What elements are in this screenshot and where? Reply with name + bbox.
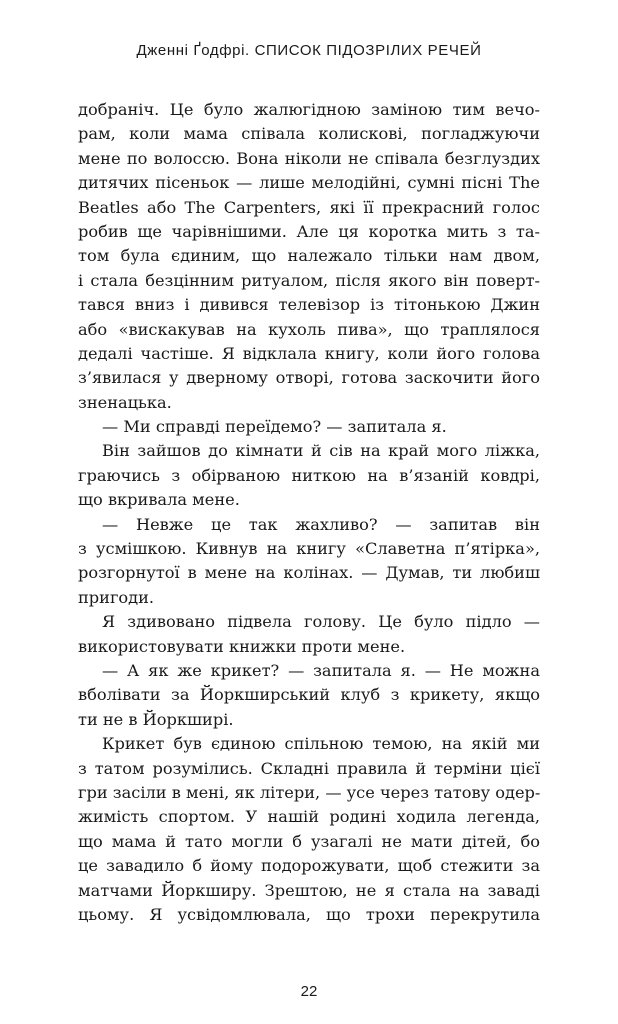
- text-line: — А як же крикет? — запитала я. — Не можна: [102, 660, 540, 680]
- text-line: том була єдиним, що належало тільки нам двом,: [78, 246, 540, 266]
- text-line: дедалі частіше. Я відклала книгу, коли його голова: [78, 343, 540, 363]
- text-line: добраніч. Це було жалюгідною заміною тим вечо-: [78, 100, 540, 119]
- text-line: — Невже це так жахливо? — запитав він: [102, 514, 540, 534]
- text-line: або «вискакував на кухоль пива», що траплялося: [78, 319, 540, 339]
- text-line: що мама й тато могли б узагалі не мати дітей, бо: [78, 831, 540, 851]
- text-line: граючись з обірваною ниткою на в’язаній ковдрі,: [78, 465, 540, 485]
- text-line: Крикет був єдиною спільною темою, на якій ми: [102, 734, 540, 754]
- text-line: матчами Йоркширу. Зрештою, не я стала на заваді: [78, 880, 540, 900]
- running-head: Дженні Ґодфрі. СПИСОК ПІДОЗРІЛИХ РЕЧЕЙ: [136, 42, 482, 59]
- text-line: використовувати книжки проти мене.: [78, 636, 406, 656]
- text-line: рам, коли мама співала колискові, погладжуючи: [78, 124, 540, 144]
- text-line: Beatles або The Carpenters, які її прекрасний голос: [78, 197, 540, 217]
- text-line: зненацька.: [78, 392, 172, 412]
- text-line: мене по волоссю. Вона ніколи не співала безглуздих: [78, 148, 540, 168]
- text-line: жимість спортом. У нашій родині ходила легенда,: [78, 807, 540, 827]
- text-line: ти не в Йоркширі.: [78, 709, 234, 729]
- text-line: Він зайшов до кімнати й сів на край мого ліжка,: [102, 441, 540, 461]
- text-line: що вкривала мене.: [78, 490, 240, 510]
- text-line: з усмішкою. Кивнув на книгу «Славетна п’ятірка»,: [78, 539, 540, 559]
- text-line: тався вниз і дивився телевізор із тітонькою Джин: [78, 295, 540, 315]
- text-line: вболівати за Йоркширський клуб з крикету, якщо: [78, 685, 540, 705]
- text-line: — Ми справді переїдемо? — запитала я.: [102, 417, 447, 437]
- text-line: гри засіли в мені, як літери, — усе через татову одер-: [78, 782, 541, 802]
- text-line: робив ще чарівнішими. Але ця коротка мить з та-: [78, 221, 540, 241]
- text-line: з татом розумілись. Складні правила й терміни цієї: [78, 758, 540, 778]
- text-line: дитячих пісеньок — лише мелодійні, сумні пісні The: [78, 173, 540, 193]
- text-line: розгорнутої в мене на колінах. — Думав, ти любиш: [78, 563, 540, 583]
- text-line: цьому. Я усвідомлювала, що трохи перекрутила: [78, 904, 540, 924]
- text-line: і стала безцінним ритуалом, після якого він поверт-: [78, 270, 540, 290]
- text-line: Я здивовано підвела голову. Це було підло —: [102, 612, 540, 632]
- text-line: пригоди.: [78, 587, 155, 607]
- text-line: це завадило б йому подорожувати, щоб стежити за: [78, 856, 540, 876]
- body-text: [78, 98, 540, 927]
- page-number: 22: [300, 983, 318, 1000]
- text-line: з’явилася у дверному отворі, готова заскочити його: [78, 368, 540, 388]
